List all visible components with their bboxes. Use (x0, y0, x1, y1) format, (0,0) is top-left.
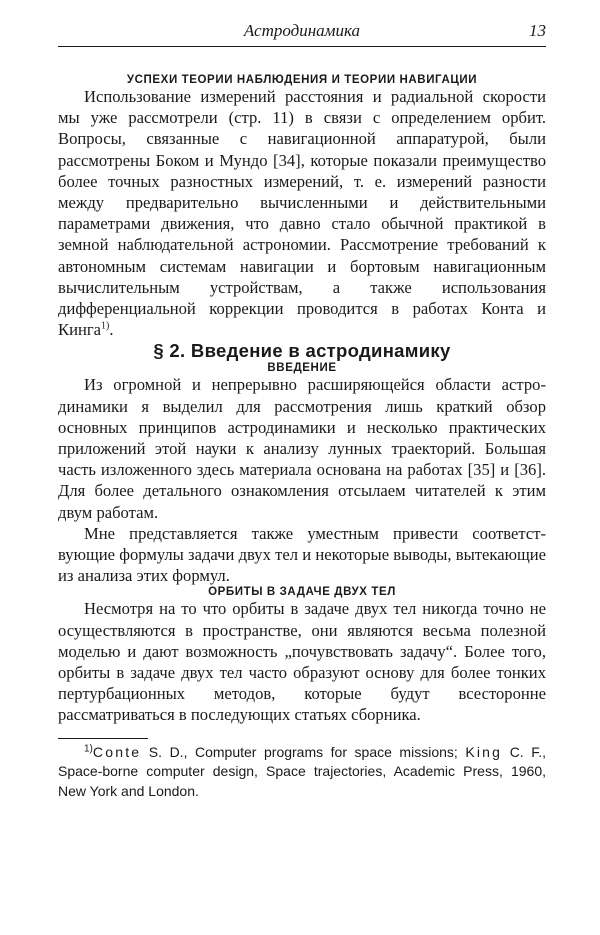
footnote-author-king: King (465, 743, 503, 760)
footnote (58, 743, 546, 802)
subheading-two-body-orbits: ОРБИТЫ В ЗАДАЧЕ ДВУХ ТЕЛ (208, 586, 396, 599)
footnote-text-2: C. F., Space-borne computer design, Space trajectories, Academic Press, 1960, New York and London. (58, 743, 547, 799)
paragraph-navigation-end: . (109, 320, 114, 340)
page-body (58, 74, 546, 801)
footnote-reference[interactable]: 1) (101, 320, 110, 332)
section-title: § 2. Введение в астродинамику (153, 340, 451, 362)
paragraph-two-body-orbits: Несмотря на то что орбиты в задаче двух тел никогда точно не осуществляются в пространстве, они являются весьма полезной моделью и дают возможность „почувствовать задачу“. Более того, орбиты в задаче двух тел часто образуют основу для более тонких пертурбационных методов, которые будут всесторонне рассматриваться в последующих статьях сборника. (58, 599, 546, 725)
footnote-text-1: S. D., Computer programs for space missions; (141, 743, 466, 760)
footnote-divider (58, 738, 148, 739)
subheading-introduction: ВВЕДЕНИЕ (267, 362, 337, 375)
running-title: Астродинамика (243, 21, 361, 40)
subheading-observation-navigation: УСПЕХИ ТЕОРИИ НАБЛЮДЕНИЯ И ТЕОРИИ НАВИГАЦИИ (126, 74, 478, 86)
paragraph-introduction-2: Мне представляется также уместным привести соответствующие формулы задачи двух тел и некоторые выводы, вытекающие из анализа этих формул. (58, 523, 546, 586)
paragraph-introduction-1: Из огромной и непрерывно расширяющейся области астродинамики я выделил для рассмотрения лишь краткий обзор основных принципов астродинамики и несколько практических приложений этой науки к анализу лунных траекторий. Большая часть изложенного здесь материала основана на работах [35] и [36]. Для более детального ознакомления отсылаем читателей к этим двум работам. (58, 375, 546, 522)
footnote-author-conte: Conte (92, 743, 142, 760)
page-number: 13 (529, 21, 546, 40)
paragraph-navigation-text: Использование измерений расстояния и радиальной скорости мы уже рассмотрели (стр. 11) в связи с определением орбит. Вопросы, связанные с навигационной аппаратурой, были рассмотрены Боком и Мундо [34], которые показали преимущество более точных разностных измерений, т. е. измерений разности между предварительно вычисленными и действительными параметрами движения, что давно стало обычной практикой в земной наблюдательной астрономии. Рассмотрение требований к автономным системам навигации и бортовым навигационным вычислительным устройствам, а также использования дифференциальной коррекции проводится в работах Конта и Кинга (58, 87, 546, 340)
paragraph-navigation (58, 86, 546, 340)
running-header (58, 20, 546, 47)
footnote-mark: 1) (84, 743, 93, 755)
